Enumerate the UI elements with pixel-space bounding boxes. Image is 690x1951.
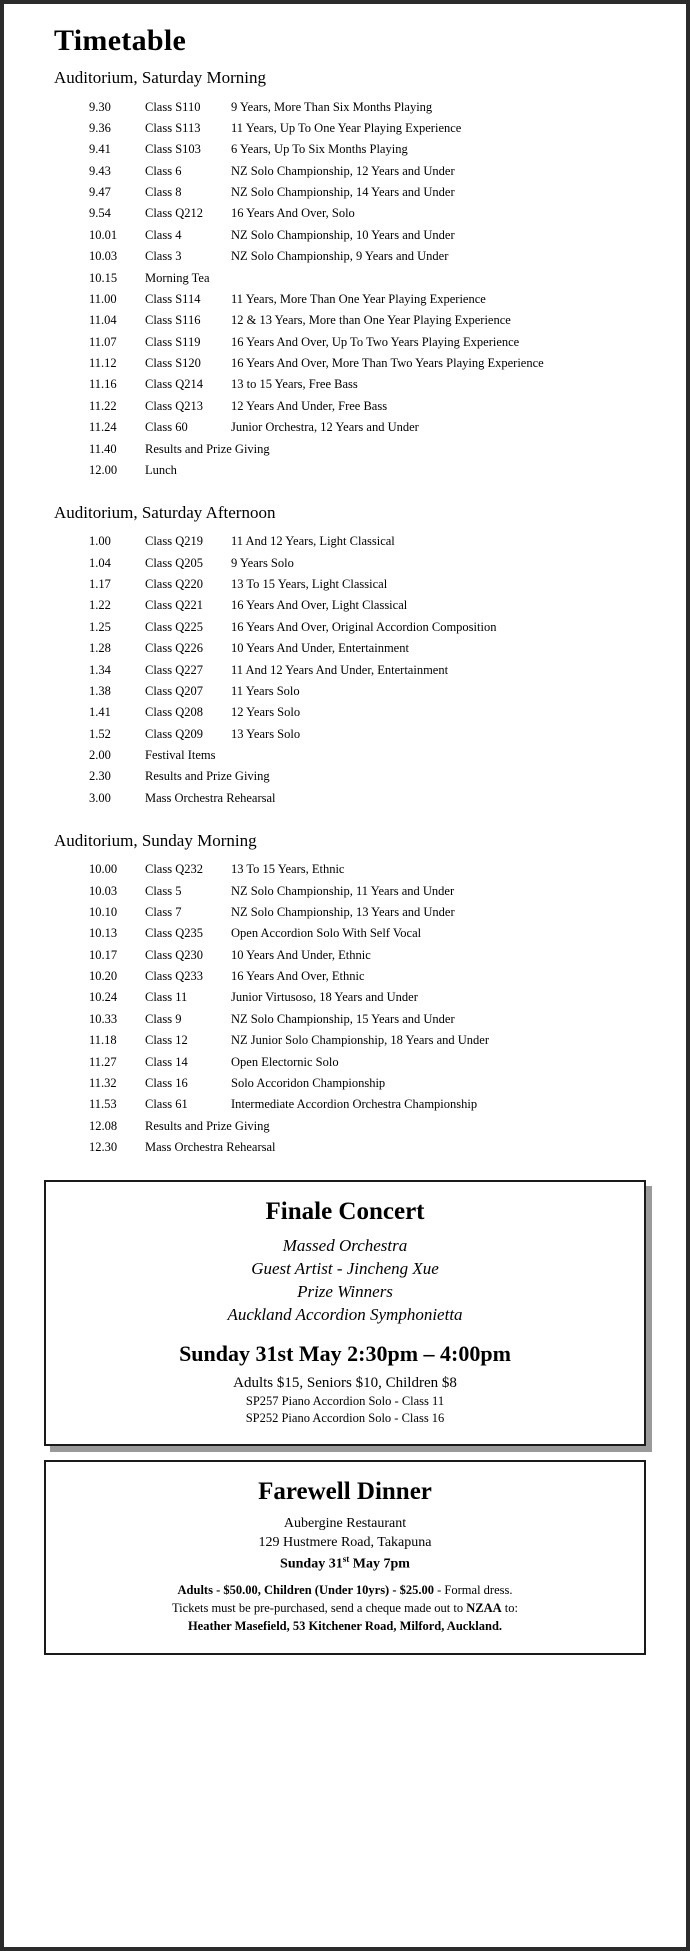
row-time: 1.38	[89, 683, 111, 698]
row-class: Class Q205	[145, 555, 203, 570]
row-time: 11.32	[89, 1075, 117, 1090]
table-row	[89, 859, 649, 880]
table-row	[89, 787, 649, 808]
table-row	[89, 246, 649, 267]
row-class: Class 3	[145, 249, 182, 264]
row-class: Class 6	[145, 163, 182, 178]
row-desc	[231, 267, 649, 288]
row-class: Class S113	[145, 120, 201, 135]
row-desc: 11 Years, Up To One Year Playing Experience	[231, 120, 462, 135]
schedule-section-saturday-afternoon	[34, 503, 656, 809]
farewell-tickets-post: to:	[501, 1600, 518, 1615]
schedule-section-sunday-morning	[34, 831, 656, 1158]
table-row	[89, 1072, 649, 1093]
page-title: Timetable	[54, 24, 187, 57]
row-desc: Open Electornic Solo	[231, 1054, 339, 1069]
farewell-date-sup: st	[342, 1553, 350, 1564]
table-row	[89, 1030, 649, 1051]
row-desc: Junior Virtusoso, 18 Years and Under	[231, 990, 418, 1005]
row-desc: NZ Solo Championship, 9 Years and Under	[231, 249, 449, 264]
row-desc: 11 Years Solo	[231, 683, 300, 698]
row-class: Class Q227	[145, 662, 203, 677]
row-class: Class 60	[145, 420, 188, 435]
row-time: 10.13	[89, 926, 118, 941]
row-desc: 10 Years And Under, Ethnic	[231, 947, 371, 962]
row-class: Results and Prize Giving	[145, 1118, 270, 1133]
row-time: 10.15	[89, 270, 118, 285]
row-class: Morning Tea	[145, 270, 210, 285]
row-desc: 11 And 12 Years And Under, Entertainment	[231, 662, 449, 677]
row-time: 11.16	[89, 377, 117, 392]
row-class: Class S116	[145, 313, 201, 328]
row-time: 1.25	[89, 619, 111, 634]
row-class: Results and Prize Giving	[145, 769, 270, 784]
farewell-date-main: Sunday 31	[280, 1556, 343, 1572]
farewell-address: 129 Hustmere Road, Takapuna	[258, 1534, 432, 1550]
table-row	[89, 117, 649, 138]
table-row	[89, 702, 649, 723]
row-time: 9.54	[89, 206, 111, 221]
row-time: 11.12	[89, 356, 117, 370]
section-heading: Auditorium, Sunday Morning	[54, 830, 257, 850]
table-row	[89, 766, 649, 787]
farewell-date	[56, 1554, 634, 1573]
row-time: 1.34	[89, 662, 111, 677]
row-class: Class Q208	[145, 705, 203, 720]
table-row	[89, 1094, 649, 1115]
farewell-prices-bold: Adults - $50.00, Children (Under 10yrs) - $25.00	[177, 1582, 435, 1597]
row-class: Class S119	[145, 334, 201, 349]
row-time: 10.00	[89, 862, 118, 877]
row-desc: NZ Solo Championship, 12 Years and Under	[231, 163, 455, 178]
row-class: Class S120	[145, 356, 201, 370]
table-row	[89, 723, 649, 744]
row-class: Class 11	[145, 990, 188, 1005]
row-time: 10.24	[89, 990, 118, 1005]
row-desc: 12 Years And Under, Free Bass	[231, 398, 388, 413]
row-desc: NZ Solo Championship, 11 Years and Under	[231, 883, 455, 898]
table-row	[89, 659, 649, 680]
row-desc: 12 Years Solo	[231, 705, 301, 720]
table-row	[89, 267, 649, 288]
finale-datetime: Sunday 31st May 2:30pm – 4:00pm	[179, 1340, 511, 1366]
row-class: Class Q230	[145, 947, 203, 962]
row-class: Mass Orchestra Rehearsal	[145, 790, 276, 805]
farewell-title: Farewell Dinner	[258, 1477, 432, 1505]
row-desc: 16 Years And Over, Solo	[231, 206, 355, 221]
row-class: Class 8	[145, 185, 182, 199]
row-desc: Intermediate Accordion Orchestra Championship	[231, 1097, 478, 1112]
table-row	[89, 1137, 649, 1158]
table-row	[89, 182, 649, 203]
row-time: 1.22	[89, 598, 111, 613]
row-time: 1.17	[89, 577, 111, 591]
row-time: 1.41	[89, 705, 111, 720]
table-row	[89, 531, 649, 552]
row-class: Class Q221	[145, 598, 203, 613]
finale-note-1: SP257 Piano Accordion Solo - Class 11	[245, 1393, 445, 1408]
farewell-dinner-box	[44, 1460, 646, 1655]
table-row	[89, 944, 649, 965]
row-desc: 6 Years, Up To Six Months Playing	[231, 142, 408, 157]
table-row	[89, 552, 649, 573]
finale-title: Finale Concert	[265, 1197, 425, 1225]
row-class: Lunch	[145, 462, 177, 477]
row-class: Class 16	[145, 1075, 188, 1090]
finale-line-3: Prize Winners	[297, 1281, 393, 1301]
table-row	[89, 987, 649, 1008]
row-time: 10.10	[89, 904, 118, 919]
row-desc: 13 To 15 Years, Light Classical	[231, 577, 388, 591]
row-desc: 13 Years Solo	[231, 726, 301, 741]
row-time: 11.00	[89, 291, 117, 306]
row-time: 11.53	[89, 1097, 117, 1112]
table-row	[89, 1008, 649, 1029]
row-desc: 11 Years, More Than One Year Playing Experience	[231, 291, 486, 306]
row-time: 9.30	[89, 99, 111, 114]
table-row	[89, 638, 649, 659]
row-class: Class Q212	[145, 206, 203, 221]
row-desc: 16 Years And Over, Up To Two Years Playing Experience	[231, 334, 520, 349]
row-time: 1.52	[89, 726, 111, 741]
row-desc: 9 Years, More Than Six Months Playing	[231, 99, 433, 114]
row-time: 10.03	[89, 249, 118, 264]
table-row	[89, 395, 649, 416]
row-desc: Solo Accoridon Championship	[231, 1075, 386, 1090]
table-row	[89, 901, 649, 922]
table-row	[89, 438, 649, 459]
row-class: Class Q235	[145, 926, 203, 941]
row-class: Results and Prize Giving	[145, 441, 270, 456]
finale-line-1: Massed Orchestra	[282, 1235, 408, 1255]
schedule-table	[89, 531, 649, 809]
row-desc: 11 And 12 Years, Light Classical	[231, 534, 395, 549]
farewell-prices-rest: - Formal dress.	[434, 1582, 513, 1597]
row-time: 11.04	[89, 313, 117, 328]
row-class: Class Q209	[145, 726, 203, 741]
row-time: 1.00	[89, 534, 111, 549]
farewell-tickets	[56, 1601, 634, 1616]
farewell-venue: Aubergine Restaurant	[283, 1515, 407, 1531]
table-row	[89, 203, 649, 224]
row-time: 11.18	[89, 1033, 117, 1048]
row-time: 9.47	[89, 185, 111, 199]
farewell-date-rest: May 7pm	[349, 1556, 410, 1572]
row-time: 10.01	[89, 227, 118, 242]
table-row	[89, 417, 649, 438]
row-time: 11.07	[89, 334, 117, 349]
row-desc: 9 Years Solo	[231, 555, 294, 570]
row-time: 10.20	[89, 969, 118, 983]
row-class: Class Q213	[145, 398, 203, 413]
row-time: 11.27	[89, 1054, 117, 1069]
table-row	[89, 160, 649, 181]
schedule-table	[89, 859, 649, 1158]
finale-line-2: Guest Artist - Jincheng Xue	[251, 1258, 439, 1278]
row-desc: 13 To 15 Years, Ethnic	[231, 862, 345, 877]
row-desc: 13 to 15 Years, Free Bass	[231, 377, 358, 392]
row-class: Class Q226	[145, 641, 203, 656]
row-time: 12.00	[89, 462, 118, 477]
table-row	[89, 96, 649, 117]
row-time: 10.33	[89, 1011, 118, 1026]
table-row	[89, 574, 649, 595]
row-class: Class Q219	[145, 534, 203, 549]
row-time: 9.41	[89, 142, 111, 157]
row-class: Festival Items	[145, 748, 216, 762]
schedule-table	[89, 96, 649, 481]
table-row	[89, 139, 649, 160]
row-class: Class Q207	[145, 683, 203, 698]
row-time: 11.22	[89, 398, 117, 413]
table-row	[89, 459, 649, 480]
row-class: Class Q232	[145, 862, 203, 877]
row-desc: NZ Solo Championship, 14 Years and Under	[231, 185, 455, 199]
row-class: Class S103	[145, 142, 201, 157]
row-time: 2.00	[89, 748, 111, 762]
row-time: 9.36	[89, 120, 111, 135]
table-row	[89, 616, 649, 637]
table-row	[89, 680, 649, 701]
row-time: 9.43	[89, 163, 111, 178]
farewell-prices	[56, 1583, 634, 1598]
row-desc: 10 Years And Under, Entertainment	[231, 641, 409, 656]
farewell-contact: Heather Masefield, 53 Kitchener Road, Milford, Auckland.	[187, 1618, 503, 1633]
row-class: Class Q233	[145, 969, 203, 983]
table-row	[89, 288, 649, 309]
section-heading: Auditorium, Saturday Morning	[54, 68, 267, 87]
row-desc: 16 Years And Over, Original Accordion Composition	[231, 619, 497, 634]
row-class: Class 61	[145, 1097, 188, 1112]
row-desc: Open Accordion Solo With Self Vocal	[231, 926, 422, 941]
row-time: 12.30	[89, 1140, 118, 1154]
table-row	[89, 224, 649, 245]
finale-note-2: SP252 Piano Accordion Solo - Class 16	[245, 1410, 445, 1425]
row-desc: 16 Years And Over, Ethnic	[231, 969, 365, 983]
table-row	[89, 966, 649, 987]
table-row	[89, 353, 649, 374]
row-class: Class 9	[145, 1011, 182, 1026]
row-desc: 12 & 13 Years, More than One Year Playing Experience	[231, 313, 511, 328]
row-desc: Junior Orchestra, 12 Years and Under	[231, 420, 419, 435]
row-time: 3.00	[89, 790, 111, 805]
row-class: Mass Orchestra Rehearsal	[145, 1140, 276, 1154]
row-class: Class S114	[145, 291, 201, 306]
row-time: 1.04	[89, 555, 111, 570]
row-time: 11.24	[89, 420, 117, 435]
row-class: Class Q220	[145, 577, 203, 591]
row-time: 10.03	[89, 883, 118, 898]
row-desc: NZ Junior Solo Championship, 18 Years and Under	[231, 1033, 489, 1048]
row-class: Class 14	[145, 1054, 188, 1069]
row-class: Class Q214	[145, 377, 203, 392]
section-heading: Auditorium, Saturday Afternoon	[54, 502, 276, 522]
row-desc: 16 Years And Over, More Than Two Years Playing Experience	[231, 356, 544, 370]
table-row	[89, 595, 649, 616]
row-desc: NZ Solo Championship, 10 Years and Under	[231, 227, 455, 242]
row-class: Class S110	[145, 99, 201, 114]
row-time: 10.17	[89, 947, 118, 962]
row-class: Class 7	[145, 904, 182, 919]
table-row	[89, 923, 649, 944]
finale-prices: Adults $15, Seniors $10, Children $8	[233, 1374, 457, 1391]
schedule-section-saturday-morning	[34, 68, 656, 481]
table-row	[89, 374, 649, 395]
row-class: Class 5	[145, 883, 182, 898]
table-row	[89, 880, 649, 901]
farewell-tickets-bold: NZAA	[466, 1600, 502, 1615]
row-class: Class 4	[145, 227, 182, 242]
table-row	[89, 310, 649, 331]
finale-concert-box	[44, 1180, 646, 1446]
row-time: 12.08	[89, 1118, 118, 1133]
farewell-tickets-pre: Tickets must be pre-purchased, send a cheque made out to	[171, 1600, 467, 1615]
row-desc: 16 Years And Over, Light Classical	[231, 598, 408, 613]
row-desc: NZ Solo Championship, 15 Years and Under	[231, 1011, 455, 1026]
row-time: 11.40	[89, 441, 117, 456]
row-desc: NZ Solo Championship, 13 Years and Under	[231, 904, 455, 919]
row-time: 2.30	[89, 769, 111, 784]
table-row	[89, 1115, 649, 1136]
table-row	[89, 745, 649, 766]
row-time: 1.28	[89, 641, 111, 656]
finale-line-4: Auckland Accordion Symphonietta	[227, 1304, 463, 1324]
row-class: Class Q225	[145, 619, 203, 634]
row-class: Class 12	[145, 1033, 188, 1048]
table-row	[89, 1051, 649, 1072]
table-row	[89, 331, 649, 352]
